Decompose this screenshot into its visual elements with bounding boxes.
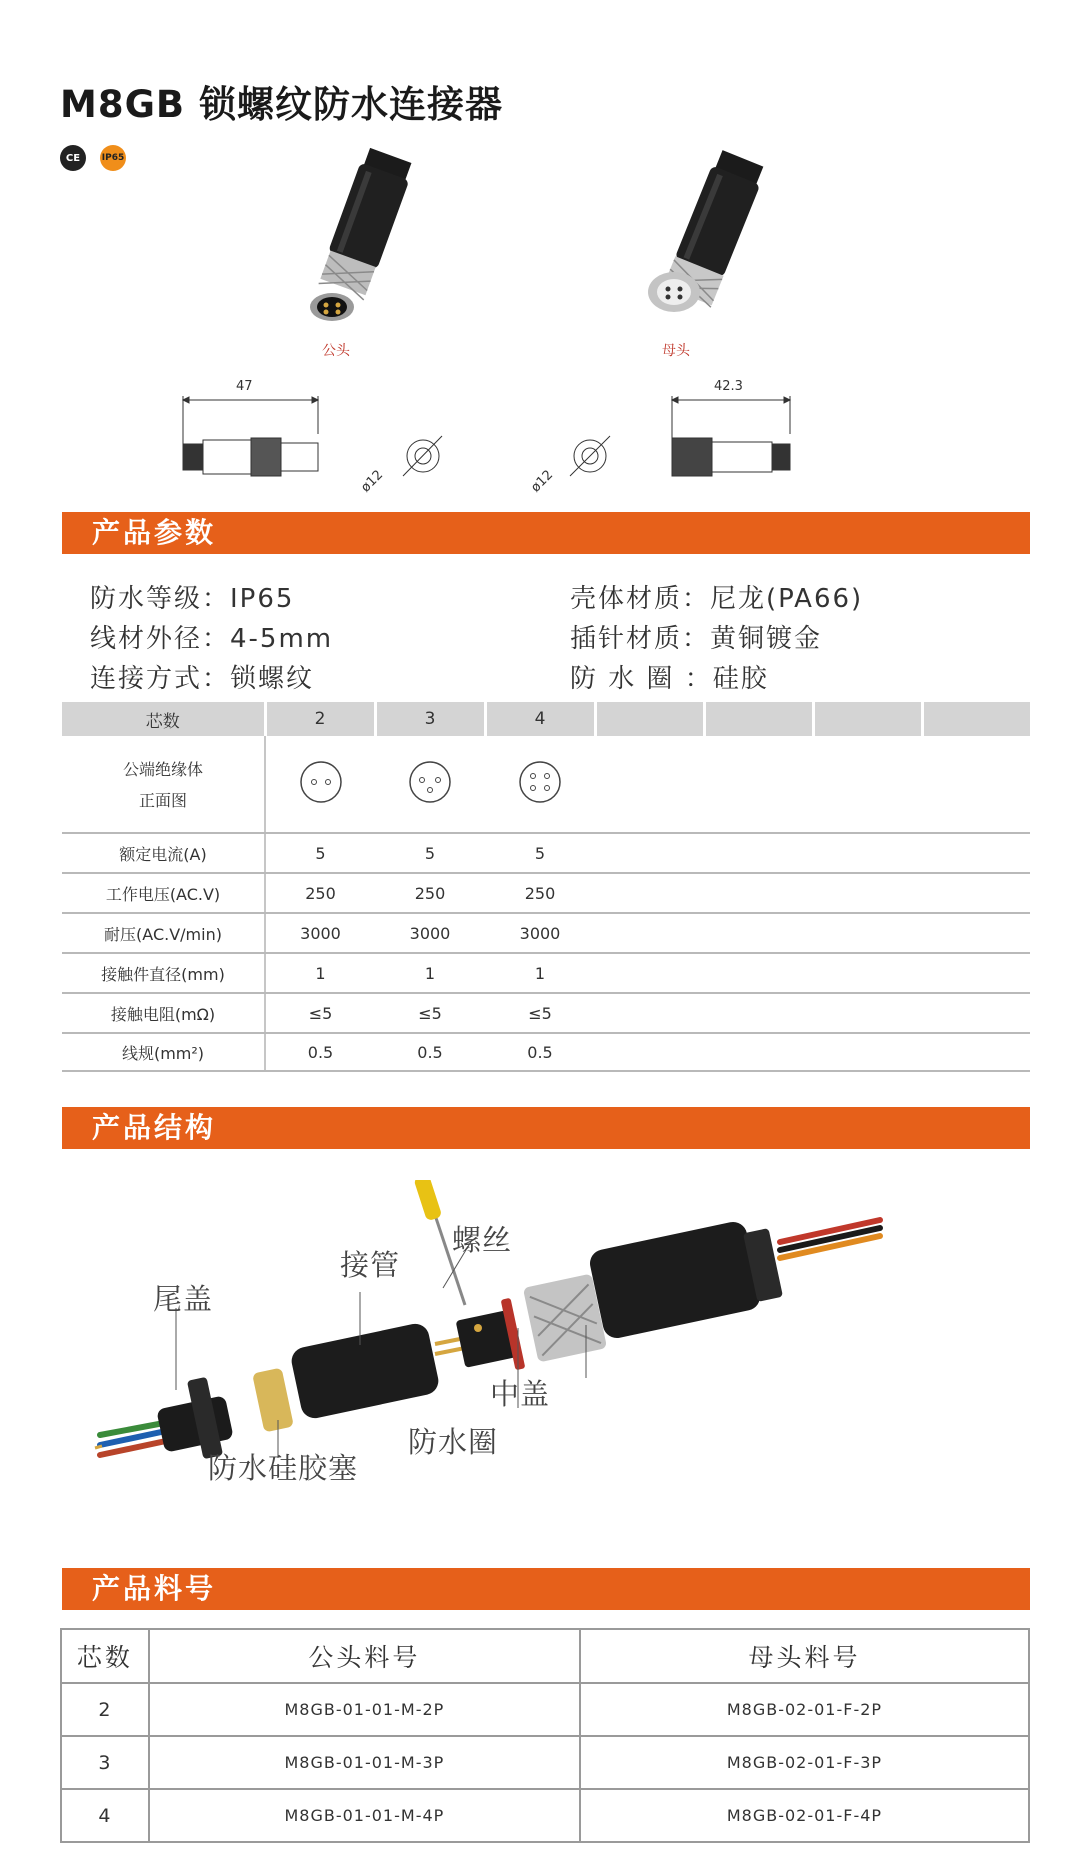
spec-cell: ≤5: [485, 993, 595, 1033]
part-number-table: [60, 1628, 1030, 1843]
spec-row: [62, 953, 1030, 993]
part-table-header: [61, 1629, 1029, 1683]
part-cores: 3: [61, 1736, 149, 1789]
female-connector-image: [630, 150, 790, 330]
spec-cell: 0.5: [375, 1033, 485, 1071]
label-screw: 螺丝: [452, 1223, 513, 1257]
spec-row: [62, 873, 1030, 913]
spec-row: [62, 913, 1030, 953]
spec-cell: 5: [485, 833, 595, 873]
spec-cell: ≤5: [375, 993, 485, 1033]
spec-cell: 3000: [375, 913, 485, 953]
param-pin-material: 插针材质：黄铜镀金: [570, 624, 823, 654]
male-caption: 公头: [322, 343, 350, 359]
spec-row: [62, 993, 1030, 1033]
spec-header-row: [62, 702, 1030, 736]
insulator-4pin-icon: [485, 736, 595, 833]
spec-row-label: 线规(mm²): [62, 1033, 265, 1071]
part-row: [61, 1683, 1029, 1736]
label-tail-cap: 尾盖: [153, 1282, 214, 1316]
part-male-number: M8GB-01-01-M-3P: [149, 1736, 580, 1789]
part-header-cores: 芯数: [61, 1629, 149, 1683]
insulator-3pin-icon: [375, 736, 485, 833]
part-row: [61, 1789, 1029, 1842]
spec-cell: 1: [485, 953, 595, 993]
spec-cell: 250: [375, 873, 485, 913]
part-header-male: 公头料号: [149, 1629, 580, 1683]
spec-header-cores: 芯数: [62, 702, 265, 736]
spec-header-4: 4: [485, 702, 595, 736]
spec-cell: 3000: [265, 913, 375, 953]
page-title: M8GB 锁螺纹防水连接器: [60, 83, 504, 126]
param-waterproof: 防水等级：IP65: [90, 584, 295, 614]
spec-cell: 250: [265, 873, 375, 913]
female-dimension-drawing: [520, 378, 820, 498]
part-female-number: M8GB-02-01-F-2P: [580, 1683, 1029, 1736]
section-part-numbers-header: 产品料号: [62, 1568, 1030, 1610]
female-diameter-dim: ø12: [528, 467, 557, 496]
param-cable-od: 线材外径：4-5mm: [90, 624, 334, 654]
female-length-dim: 42.3: [714, 379, 743, 394]
param-seal: 防 水 圈 ：硅胶: [570, 664, 769, 694]
part-row: [61, 1736, 1029, 1789]
male-length-dim: 47: [236, 379, 253, 394]
spec-row: [62, 833, 1030, 873]
spec-header-3: 3: [375, 702, 485, 736]
male-diameter-dim: ø12: [358, 467, 387, 496]
female-caption: 母头: [662, 343, 690, 359]
section-params-header: 产品参数: [62, 512, 1030, 554]
part-cores: 2: [61, 1683, 149, 1736]
part-male-number: M8GB-01-01-M-4P: [149, 1789, 580, 1842]
insulator-2pin-icon: [265, 736, 375, 833]
section-structure-header: 产品结构: [62, 1107, 1030, 1149]
part-female-number: M8GB-02-01-F-3P: [580, 1736, 1029, 1789]
spec-insulator-row: [62, 736, 1030, 833]
spec-row-label: 工作电压(AC.V): [62, 873, 265, 913]
ce-badge-icon: CE: [60, 145, 86, 171]
spec-cell: 0.5: [265, 1033, 375, 1071]
spec-cell: 3000: [485, 913, 595, 953]
spec-cell: 250: [485, 873, 595, 913]
label-pipe: 接管: [340, 1248, 401, 1282]
param-connection: 连接方式：锁螺纹: [90, 664, 315, 694]
part-female-number: M8GB-02-01-F-4P: [580, 1789, 1029, 1842]
spec-cell: 0.5: [485, 1033, 595, 1071]
insulator-label-line1: 公端绝缘体: [122, 760, 203, 779]
label-silicone-plug: 防水硅胶塞: [208, 1451, 359, 1485]
male-connector-image: [280, 145, 440, 330]
insulator-label-line2: 正面图: [138, 791, 187, 810]
spec-cell: 5: [375, 833, 485, 873]
spec-row-label: 接触电阻(mΩ): [62, 993, 265, 1033]
spec-row-label: 额定电流(A): [62, 833, 265, 873]
param-housing: 壳体材质：尼龙(PA66): [570, 584, 864, 614]
spec-cell: 5: [265, 833, 375, 873]
spec-cell: ≤5: [265, 993, 375, 1033]
spec-header-2: 2: [265, 702, 375, 736]
label-seal-ring: 防水圈: [408, 1425, 499, 1459]
part-cores: 4: [61, 1789, 149, 1842]
spec-cell: 1: [375, 953, 485, 993]
spec-cell: 1: [265, 953, 375, 993]
spec-row: [62, 1033, 1030, 1071]
spec-row-label: 耐压(AC.V/min): [62, 913, 265, 953]
spec-table: [62, 702, 1030, 1072]
male-dimension-drawing: [170, 378, 510, 498]
spec-insulator-label: [62, 736, 265, 833]
label-middle-cap: 中盖: [490, 1377, 551, 1411]
part-header-female: 母头料号: [580, 1629, 1029, 1683]
ip65-badge-icon: IP65: [100, 145, 126, 171]
spec-row-label: 接触件直径(mm): [62, 953, 265, 993]
part-male-number: M8GB-01-01-M-2P: [149, 1683, 580, 1736]
